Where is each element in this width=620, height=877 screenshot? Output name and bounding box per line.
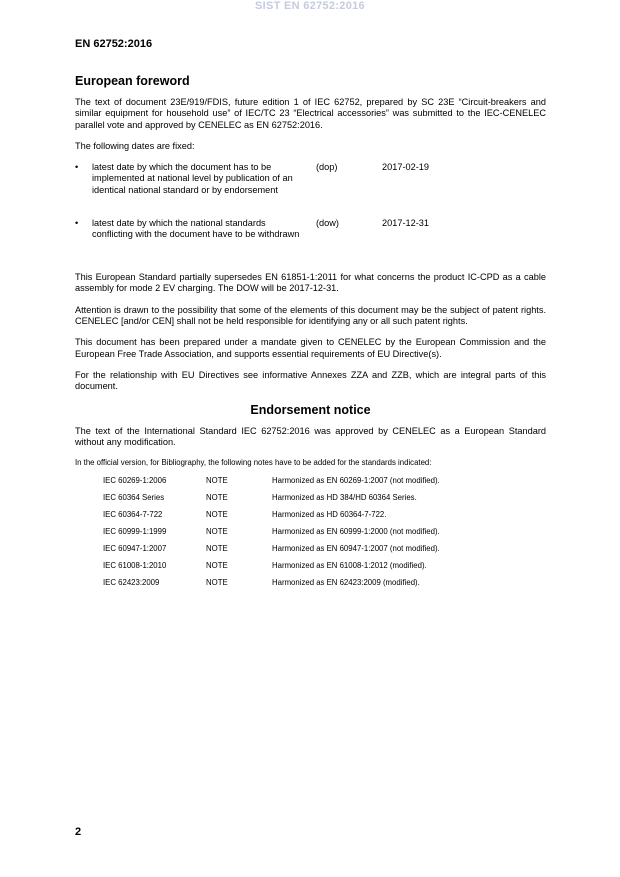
date-abbreviation: (dow) [316,218,339,229]
supersedes-paragraph: This European Standard partially supersedes EN 61851-1:2011 for what concerns the product IC-CPD as a cable assembly for mode 2 EV charging. The DOW will be 2017-12-31. [75,272,546,294]
standard-cell: IEC 62423:2009 [103,578,160,588]
endorsement-title: Endorsement notice [250,402,371,417]
standard-cell: IEC 60947-1:2007 [103,544,167,554]
endorsement-text: The text of the International Standard IEC 62752:2016 was approved by CENELEC as a European Standard without any modification. [75,425,546,447]
bullet: • [75,162,79,173]
page-number: 2 [75,826,82,838]
table-row [103,493,440,510]
note-label-cell: NOTE [206,493,228,503]
foreword-title: European foreword [75,74,190,88]
table-row [103,527,440,544]
page-content [75,74,546,595]
standard-cell: IEC 60999-1:1999 [103,527,167,537]
standard-cell: IEC 60364-7-722 [103,510,163,520]
note-text-cell: Harmonized as EN 60947-1:2007 (not modified). [272,544,440,554]
document-id: EN 62752:2016 [75,38,153,50]
bullet: • [75,218,79,229]
table-row [103,510,440,527]
note-label-cell: NOTE [206,578,228,588]
note-label-cell: NOTE [206,510,228,520]
note-text-cell: Harmonized as EN 61008-1:2012 (modified). [272,561,427,571]
date-value: 2017-12-31 [382,218,429,229]
watermark: SIST EN 62752:2016 [255,0,365,12]
standard-cell: IEC 60269-1:2006 [103,476,167,486]
note-text-cell: Harmonized as EN 60269-1:2007 (not modified). [272,476,440,486]
bibliography-notes-table [103,476,440,595]
directives-paragraph: For the relationship with EU Directives see informative Annexes ZZA and ZZB, which are integral parts of this document. [75,369,546,392]
date-item-dow [75,218,546,262]
dates-intro: The following dates are fixed: [75,140,195,151]
table-row [103,561,440,578]
note-label-cell: NOTE [206,561,228,571]
date-item-dop [75,162,546,218]
note-label-cell: NOTE [206,544,228,554]
date-description: latest date by which the national standards conflicting with the document have to be withdrawn [92,218,300,240]
note-text-cell: Harmonized as HD 60364-7-722. [272,510,387,520]
note-label-cell: NOTE [206,527,228,537]
mandate-paragraph: This document has been prepared under a mandate given to CENELEC by the European Commission and the European Free Trade Association, and supports essential requirements of EU Directive(s). [75,337,546,359]
foreword-intro: The text of document 23E/919/FDIS, future edition 1 of IEC 62752, prepared by SC 23E “Circuit-breakers and similar equipment for household use” of IEC/TC 23 “Electrical accessories” was submitted to the IEC-CENELEC parallel vote and approved by CENELEC as EN 62752:2016. [75,97,546,130]
note-text-cell: Harmonized as EN 62423:2009 (modified). [272,578,420,588]
bibliography-intro: In the official version, for Bibliography, the following notes have to be added for the standards indicated: [75,458,432,468]
table-row [103,544,440,561]
note-text-cell: Harmonized as EN 60999-1:2000 (not modified). [272,527,440,537]
note-text-cell: Harmonized as HD 384/HD 60364 Series. [272,493,417,503]
date-description: latest date by which the document has to be implemented at national level by publication of an identical national standard or by endorsement [92,162,293,195]
standard-cell: IEC 60364 Series [103,493,165,503]
date-value: 2017-02-19 [382,162,429,173]
note-label-cell: NOTE [206,476,228,486]
patent-paragraph: Attention is drawn to the possibility that some of the elements of this document may be the subject of patent rights. CENELEC [and/or CEN] shall not be held responsible for identifying any or all such patent rights. [75,304,546,327]
table-row [103,578,440,595]
standard-cell: IEC 61008-1:2010 [103,561,167,571]
table-row [103,476,440,493]
date-abbreviation: (dop) [316,162,338,173]
dates-list [75,162,546,262]
